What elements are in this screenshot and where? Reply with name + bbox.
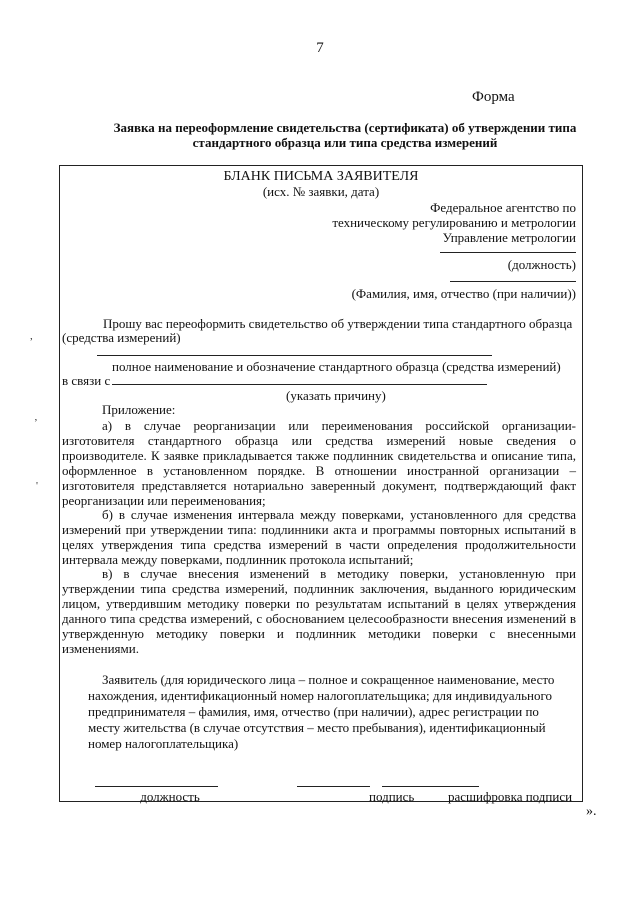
margin-mark-1: ,	[30, 330, 33, 342]
applicant-text: Заявитель (для юридического лица – полное и сокращенное наименование, место нахождения, идентификационный номер налогоплательщика; для индивидуального предпринимателя – фамилия, имя, отчество (при наличии), адрес регистрации по месту жительства (в случае отсутствия – место пребывания), идентификационный номер налогоплательщика)	[88, 672, 555, 751]
letterhead-subtitle: (исх. № заявки, дата)	[262, 184, 380, 199]
form-label: Форма	[472, 89, 515, 105]
page-number: 7	[316, 40, 324, 56]
addressee-line-2: техническому регулированию и метрологии	[332, 215, 576, 230]
reason-prefix: в связи с	[62, 373, 111, 388]
name-caption: (Фамилия, имя, отчество (при наличии))	[351, 286, 576, 301]
appendix-heading: Приложение:	[102, 402, 176, 417]
appendix-item-c: в) в случае внесения изменений в методику поверки, установленную при утверждении типа средства измерений, подлинник заключения, выданного юридическим лицом, утвердившим методику поверки по результатам испытаний в целях утверждения данного типа средства измерений, с обоснованием целесообразности внесения изменений в утвержденную методику поверки и подлинник методики поверки с внесенными изменениями.	[62, 566, 576, 656]
margin-mark-3: '	[36, 480, 38, 492]
document-title	[100, 120, 590, 150]
letterhead-title: БЛАНК ПИСЬМА ЗАЯВИТЕЛЯ	[223, 169, 419, 184]
position-caption: (должность)	[507, 257, 576, 272]
signature-caption: подпись	[369, 789, 415, 804]
title-line-1: Заявка на переоформление свидетельства (сертификата) об утверждении типа	[113, 120, 577, 135]
appendix-item-a: а) в случае реорганизации или переименования российской организации-изготовителя стандартного образца или средства измерений новые сведения о производителе. К заявке прикладывается также подлинник свидетельства и описание типа, оформленное в установленном порядке. В отношении иностранной организации – изготовителя представляется нотариально заверенный документ, подтверждающий факт реорганизации или переименования;	[62, 418, 576, 508]
title-line-2: стандартного образца или типа средства измерений	[192, 135, 498, 150]
closing-mark: ».	[586, 804, 597, 819]
reason-blank-line	[112, 384, 487, 385]
appendix-item-b: б) в случае изменения интервала между поверками, установленного для средства измерений при утверждении типа: подлинники акта и программы повторных испытаний в целях утверждения типа средства измерений в части определения продолжительности интервала между поверками, подлинник протокола испытаний;	[62, 507, 576, 567]
decoding-line	[382, 786, 479, 787]
margin-mark-2: ’	[34, 417, 38, 429]
request-line-1: Прошу вас переоформить свидетельство об утверждении типа стандартного образца	[103, 316, 573, 331]
instrument-name-caption: полное наименование и обозначение стандартного образца (средства измерений)	[112, 359, 561, 374]
instrument-name-line	[97, 355, 492, 356]
addressee-line-1: Федеральное агентство по	[430, 200, 576, 215]
position-signature-line	[95, 786, 218, 787]
position-blank-line	[440, 252, 576, 253]
addressee-line-3: Управление метрологии	[442, 230, 576, 245]
name-blank-line	[450, 281, 576, 282]
position-signature-caption: должность	[140, 789, 200, 804]
signature-line	[297, 786, 370, 787]
decoding-caption: расшифровка подписи	[448, 789, 573, 804]
reason-caption: (указать причину)	[286, 388, 386, 403]
request-line-2: (средства измерений)	[62, 330, 181, 345]
